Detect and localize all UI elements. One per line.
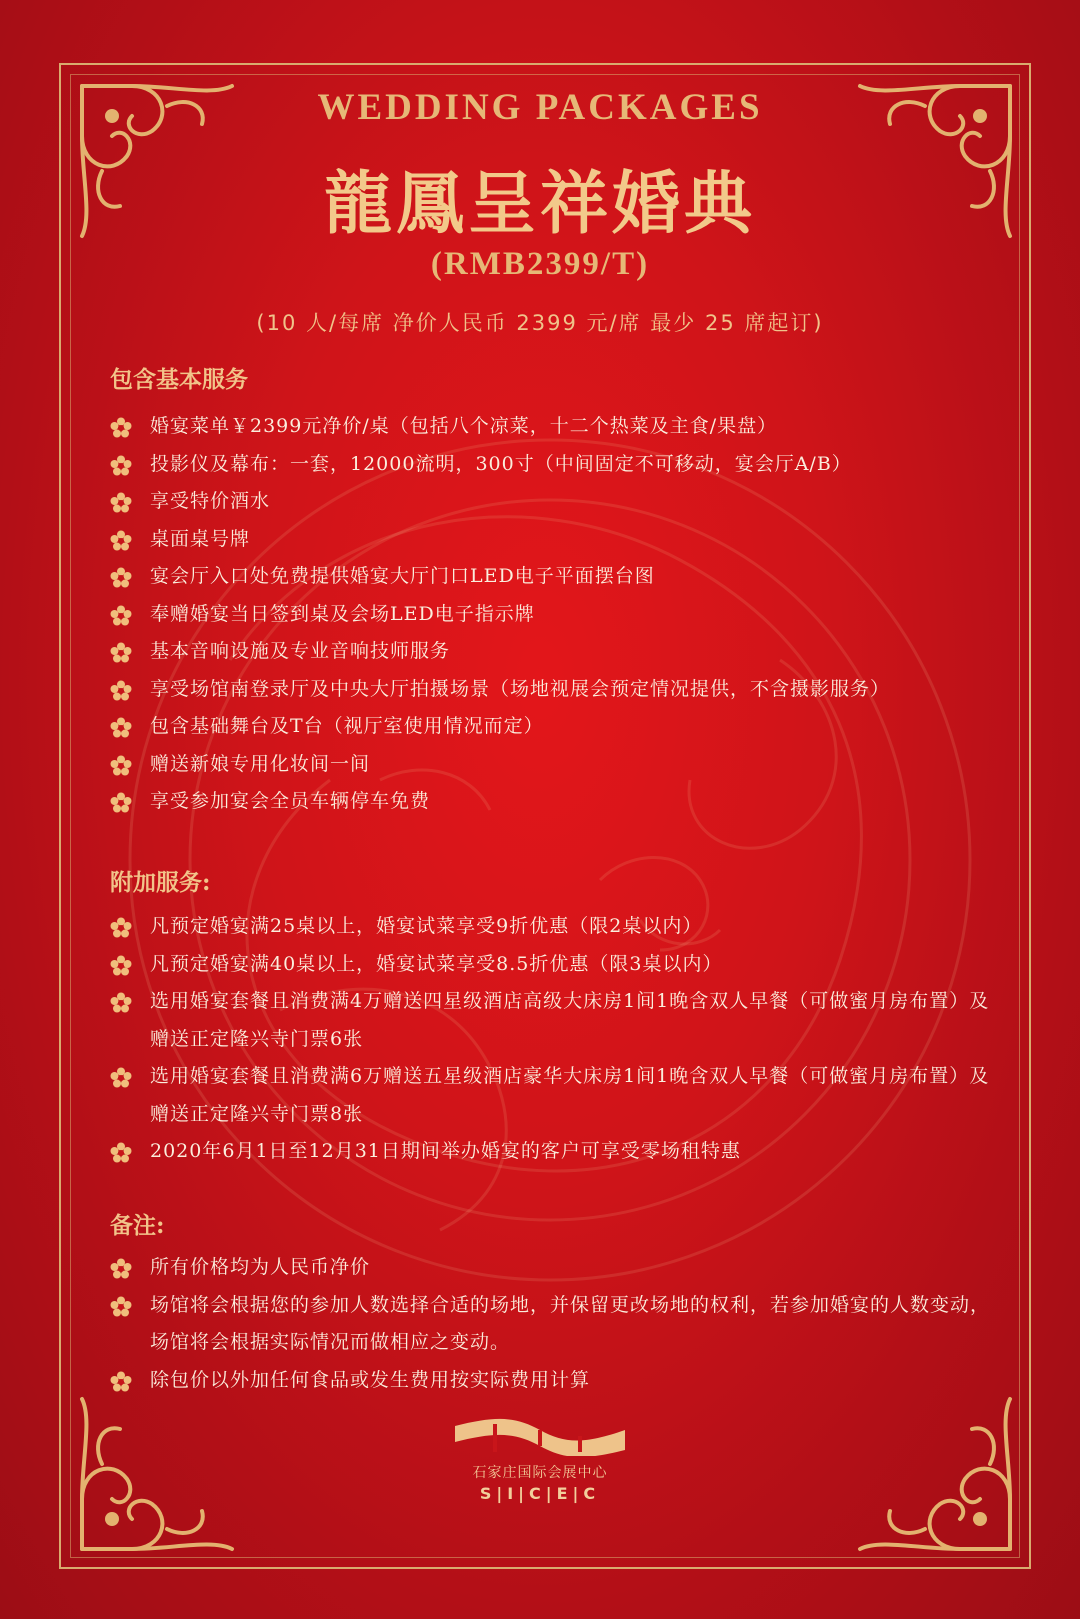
list-item — [110, 908, 990, 946]
plum-blossom-icon — [110, 492, 132, 514]
list-item — [110, 1362, 990, 1400]
plum-blossom-icon — [110, 567, 132, 589]
sicec-logo-mark-icon — [455, 1416, 625, 1456]
basic-services-list — [110, 408, 990, 821]
section-title-remarks: 备注: — [110, 1212, 165, 1239]
list-item — [110, 783, 990, 821]
section-title-basic: 包含基本服务 — [110, 366, 248, 393]
list-item-text: 基本音响设施及专业音响技师服务 — [150, 640, 451, 662]
plum-blossom-icon — [110, 1296, 132, 1318]
price-note: (10 人/每席 净价人民币 2399 元/席 最少 25 席起订) — [256, 311, 824, 335]
list-item-text: 除包价以外加任何食品或发生费用按实际费用计算 — [150, 1368, 591, 1391]
list-item — [110, 671, 990, 709]
corner-ornament-icon — [72, 1379, 252, 1559]
list-item-text: 凡预定婚宴满40桌以上，婚宴试菜享受8.5折优惠（限3桌以内） — [150, 952, 723, 975]
list-item-text: 投影仪及幕布：一套，12000流明，300寸（中间固定不可移动，宴会厅A/B） — [150, 452, 852, 475]
plum-blossom-icon — [110, 717, 132, 739]
plum-blossom-icon — [110, 1258, 132, 1280]
logo-english-name: S|I|C|E|C — [479, 1484, 601, 1503]
list-item-text: 桌面桌号牌 — [150, 527, 251, 550]
list-item-text: 包含基础舞台及T台（视厅室使用情况而定） — [150, 715, 544, 737]
list-item-text: 奉赠婚宴当日签到桌及会场LED电子指示牌 — [150, 602, 535, 625]
list-item — [110, 408, 990, 446]
list-item — [110, 946, 990, 984]
list-item-text: 享受参加宴会全员车辆停车免费 — [150, 790, 431, 812]
remarks-list — [110, 1249, 990, 1399]
header-english-title: WEDDING PACKAGES — [317, 87, 763, 128]
plum-blossom-icon — [110, 1067, 132, 1089]
logo-chinese-name: 石家庄国际会展中心 — [472, 1465, 608, 1481]
list-item-text: 婚宴菜单￥2399元净价/桌（包括八个凉菜，十二个热菜及主食/果盘） — [150, 415, 778, 437]
list-item — [110, 1133, 990, 1171]
list-item-text: 选用婚宴套餐且消费满4万赠送四星级酒店高级大床房1间1晚含双人早餐（可做蜜月房布置）及赠送正定隆兴寺门票6张 — [150, 990, 990, 1050]
plum-blossom-icon — [110, 642, 132, 664]
plum-blossom-icon — [110, 1371, 132, 1393]
list-item — [110, 483, 990, 521]
list-item — [110, 708, 990, 746]
list-item-text: 凡预定婚宴满25桌以上，婚宴试菜享受9折优惠（限2桌以内） — [150, 915, 703, 937]
list-item-text: 享受场馆南登录厅及中央大厅拍摄场景（场地视展会预定情况提供，不含摄影服务） — [150, 677, 891, 700]
list-item — [110, 746, 990, 784]
list-item — [110, 446, 990, 484]
plum-blossom-icon — [110, 455, 132, 477]
plum-blossom-icon — [110, 1142, 132, 1164]
plum-blossom-icon — [110, 605, 132, 627]
corner-ornament-icon — [840, 1379, 1020, 1559]
list-item — [110, 983, 990, 1058]
package-price: (RMB2399/T) — [430, 246, 650, 282]
list-item — [110, 1287, 990, 1362]
plum-blossom-icon — [110, 955, 132, 977]
list-item — [110, 633, 990, 671]
list-item-text: 享受特价酒水 — [150, 490, 271, 512]
list-item-text: 选用婚宴套餐且消费满6万赠送五星级酒店豪华大床房1间1晚含双人早餐（可做蜜月房布置）及赠送正定隆兴寺门票8张 — [150, 1065, 990, 1125]
list-item-text: 赠送新娘专用化妆间一间 — [150, 752, 371, 775]
list-item — [110, 521, 990, 559]
plum-blossom-icon — [110, 755, 132, 777]
list-item — [110, 1249, 990, 1287]
extra-services-list — [110, 908, 990, 1171]
list-item-text: 宴会厅入口处免费提供婚宴大厅门口LED电子平面摆台图 — [150, 565, 655, 587]
list-item-text: 所有价格均为人民币净价 — [150, 1256, 371, 1278]
plum-blossom-icon — [110, 917, 132, 939]
plum-blossom-icon — [110, 992, 132, 1014]
page-title: 龍鳳呈祥婚典 — [323, 164, 756, 244]
plum-blossom-icon — [110, 792, 132, 814]
plum-blossom-icon — [110, 417, 132, 439]
list-item — [110, 1058, 990, 1133]
sicec-logo — [440, 1416, 640, 1503]
list-item-text: 2020年6月1日至12月31日期间举办婚宴的客户可享受零场租特惠 — [150, 1140, 741, 1162]
section-title-extra: 附加服务: — [110, 869, 211, 896]
list-item — [110, 558, 990, 596]
plum-blossom-icon — [110, 680, 132, 702]
list-item-text: 场馆将会根据您的参加人数选择合适的场地，并保留更改场地的权利，若参加婚宴的人数变动，场馆将会根据实际情况而做相应之变动。 — [150, 1293, 991, 1353]
plum-blossom-icon — [110, 530, 132, 552]
list-item — [110, 596, 990, 634]
